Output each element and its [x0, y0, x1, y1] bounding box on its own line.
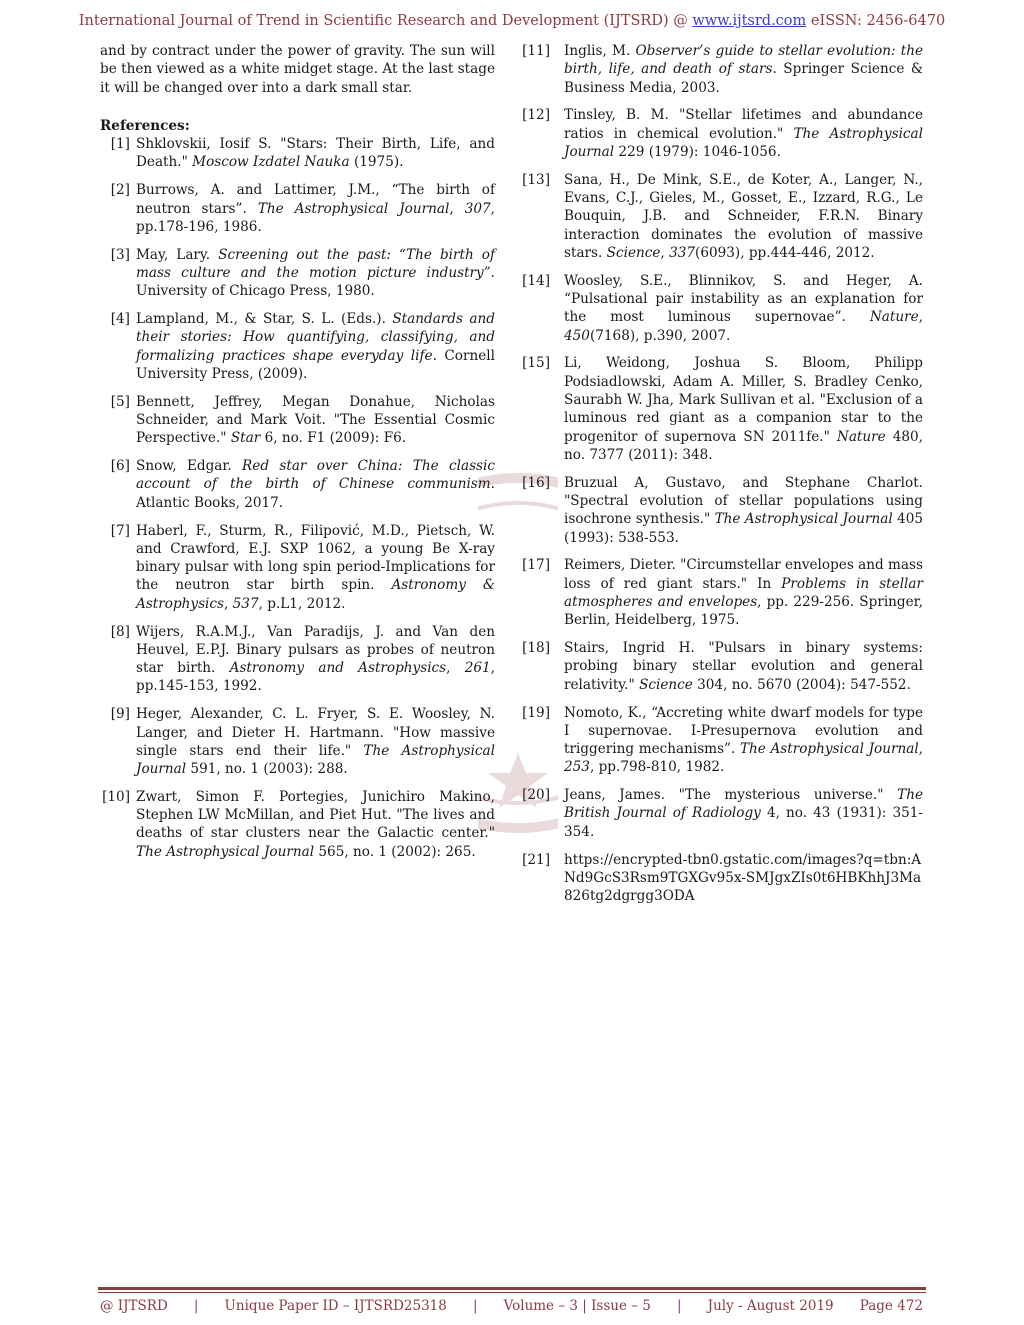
reference-italic-segment: The Astrophysical Journal [714, 511, 893, 528]
reference-item [100, 705, 495, 778]
reference-text [564, 787, 923, 840]
footer-rule-thick [98, 1287, 926, 1290]
references-list-left [100, 135, 495, 861]
reference-segment: Burrows, A. and Lattimer, J.M., “The birth of neutron stars”. [136, 182, 495, 217]
reference-segment: University of Chicago Press, 1980. [136, 283, 375, 300]
reference-italic-segment: The Astrophysical Journal [257, 200, 450, 217]
reference-segment: 565, no. 1 (2002): 265. [314, 843, 476, 860]
reference-text [564, 107, 923, 160]
reference-number: [17] [522, 557, 550, 574]
footer-volume-issue: Volume – 3 | Issue – 5 [503, 1298, 651, 1314]
reference-segment: . Springer Science & Business Media, 2003. [564, 61, 923, 96]
running-footer [100, 1298, 923, 1314]
reference-number: [16] [522, 474, 550, 491]
reference-segment: Li, Weidong, Joshua S. Bloom, Philipp Podsiadlowski, Adam A. Miller, S. Bradley Cenko, Saurabh W. Jha, Mark Sullivan et al. "Exclusion of a luminous red giant as a companion star to the progenitor of supernova SN 2011fe." [564, 355, 923, 445]
reference-italic-segment: 450 [564, 327, 590, 344]
reference-item [100, 788, 495, 861]
reference-italic-segment: Science [639, 676, 693, 693]
reference-segment: Haberl, F., Sturm, R., Filipović, M.D., Pietsch, W. and Crawford, E.J. SXP 1062, a young Be X-ray binary pulsar with long spin period-Implications for the neutron star birth spin. [136, 522, 495, 594]
footer-rule-thin [98, 1292, 926, 1293]
reference-italic-segment: Standards and their stories: How quantifying, classifying, and formalizing practices shape everyday life [136, 311, 495, 364]
reference-number: [12] [522, 107, 550, 124]
reference-number: [14] [522, 272, 550, 289]
reference-segment: Bennett, Jeffrey, Megan Donahue, Nicholas Schneider, and Mark Voit. "The Essential Cosmic Perspective." [136, 393, 495, 447]
reference-italic-segment: Screening out the past: “The birth of mass culture and the motion picture industry”. [136, 246, 496, 281]
reference-segment: 6, no. F1 (2009): F6. [260, 430, 407, 447]
reference-segment: (1975). [349, 154, 404, 171]
reference-segment: , [224, 595, 233, 612]
reference-segment: 591, no. 1 (2003): 288. [186, 761, 348, 778]
references-heading: References: [100, 117, 190, 134]
reference-item [100, 310, 495, 383]
reference-segment: Woosley, S.E., Blinnikov, S. and Heger, A. “Pulsational pair instability as an explanation for the most luminous supernovae”. [564, 272, 923, 326]
reference-number: [13] [522, 171, 550, 188]
right-column [522, 42, 923, 915]
reference-number: [7] [110, 522, 130, 539]
reference-item [100, 457, 495, 512]
reference-segment: Nomoto, K., “Accreting white dwarf models for type I supernovae. I-Presupernova evolution and triggering mechanisms”. [564, 704, 923, 758]
reference-text [564, 705, 923, 776]
reference-item[interactable] [522, 851, 923, 906]
reference-number: [3] [110, 246, 130, 263]
reference-italic-segment: The Astrophysical Journal [564, 125, 924, 160]
reference-segment: (7168), p.390, 2007. [589, 327, 731, 344]
reference-text [136, 311, 495, 382]
reference-text [564, 355, 923, 462]
footer-page-number: Page 472 [859, 1298, 923, 1314]
reference-segment: , [449, 200, 465, 217]
reference-italic-segment: 337 [669, 244, 696, 261]
journal-issn: eISSN: 2456-6470 [806, 13, 946, 29]
reference-item [522, 42, 923, 97]
reference-text [564, 640, 923, 693]
reference-italic-segment: The Astrophysical Journal [739, 741, 919, 758]
reference-italic-segment: 261 [464, 660, 491, 677]
reference-italic-segment: The British Journal of Radiology [564, 787, 923, 822]
reference-number: [19] [522, 704, 550, 721]
reference-italic-segment: Nature [836, 428, 886, 445]
reference-item [522, 556, 923, 629]
reference-italic-segment: Science [606, 244, 661, 261]
intro-paragraph: and by contract under the power of gravity. The sun will be then viewed as a white midget stage. At the last stage it will be changed over into a dark small star. [100, 43, 495, 96]
footer-separator: | [193, 1298, 199, 1314]
reference-text [136, 624, 495, 695]
reference-number: [6] [110, 458, 130, 475]
footer-paper-id: Unique Paper ID – IJTSRD25318 [224, 1298, 447, 1314]
running-header [0, 13, 1024, 29]
reference-number: [1] [110, 136, 130, 153]
reference-italic-segment: The Astrophysical Journal [136, 843, 315, 860]
reference-text [564, 273, 923, 344]
reference-text [136, 706, 495, 777]
reference-segment: . Cornell University Press, (2009). [136, 347, 495, 382]
reference-number: [8] [110, 623, 130, 640]
reference-italic-segment: 253 [564, 759, 590, 776]
reference-segment: 405 (1993): 538-553. [564, 511, 923, 546]
reference-segment: Tinsley, B. M. "Stellar lifetimes and abundance ratios in chemical evolution." [564, 107, 923, 142]
reference-segment: Stairs, Ingrid H. "Pulsars in binary systems: probing binary stellar evolution and general relativity." [564, 640, 923, 693]
reference-number: [20] [522, 787, 550, 804]
journal-website-link[interactable]: www.ijtsrd.com [692, 13, 807, 29]
reference-number: [9] [110, 706, 130, 723]
reference-item [522, 171, 923, 262]
reference-item [100, 623, 495, 696]
reference-number: [21] [522, 851, 550, 868]
reference-item [522, 704, 923, 777]
reference-segment: May, Lary. [136, 246, 219, 263]
reference-segment: Snow, Edgar. [136, 458, 243, 475]
reference-item [522, 786, 923, 841]
reference-item [522, 639, 923, 694]
reference-italic-segment: Nature [869, 309, 919, 326]
references-list-right [522, 42, 923, 905]
reference-segment: 4, no. 43 (1931): 351-354. [564, 805, 923, 840]
reference-text [136, 247, 495, 300]
reference-text [136, 523, 495, 612]
reference-italic-segment: 307 [464, 200, 491, 217]
footer-separator: | [677, 1298, 682, 1314]
reference-number: [5] [110, 393, 130, 410]
reference-italic-segment: Moscow Izdatel Nauka [192, 154, 350, 171]
reference-segment: , [918, 741, 923, 758]
reference-italic-segment: Problems in stellar atmospheres and envelopes [564, 575, 923, 611]
reference-italic-segment: The Astrophysical Journal [136, 742, 495, 778]
reference-segment: Jeans, James. "The mysterious universe." [564, 787, 898, 804]
reference-segment: , pp.145-153, 1992. [136, 660, 495, 695]
reference-segment: Zwart, Simon F. Portegies, Junichiro Makino, Stephen LW McMillan, and Piet Hut. "The lives and deaths of star clusters near the Galactic center." [136, 788, 495, 842]
reference-text [564, 851, 923, 906]
reference-item [522, 272, 923, 345]
reference-italic-segment: 537 [232, 595, 259, 612]
reference-segment: , pp.798-810, 1982. [589, 759, 725, 776]
reference-segment: , [660, 244, 670, 261]
reference-segment: . Atlantic Books, 2017. [136, 476, 495, 511]
reference-text [564, 172, 923, 261]
reference-item [522, 354, 923, 464]
reference-segment: Bruzual A, Gustavo, and Stephane Charlot. "Spectral evolution of stellar populations using isochrone synthesis." [564, 474, 923, 528]
reference-item [522, 474, 923, 547]
reference-number: [18] [522, 640, 550, 657]
reference-segment: (6093), pp.444-446, 2012. [695, 244, 875, 261]
reference-segment: , pp.178-196, 1986. [136, 200, 495, 235]
reference-segment: , pp. 229-256. Springer, Berlin, Heidelberg, 1975. [564, 594, 923, 629]
reference-italic-segment: Star [230, 430, 261, 447]
reference-segment: , p.L1, 2012. [258, 595, 346, 612]
reference-segment: Heger, Alexander, C. L. Fryer, S. E. Woosley, N. Langer, and Dieter H. Hartmann. "How massive single stars end their life." [136, 706, 495, 759]
reference-number: [2] [110, 182, 130, 199]
reference-segment: https://encrypted-tbn0.gstatic.com/images?q=tbn:ANd9GcS3Rsm9TGXGv95x-SMJgxZIs0t6HBKhhJ3Ma826tg2dgrgg3ODA [564, 851, 922, 905]
left-column [100, 42, 495, 871]
reference-item [522, 106, 923, 161]
reference-segment: Inglis, M. [564, 43, 636, 59]
journal-name: International Journal of Trend in Scientific Research and Development (IJTSRD) @ [78, 13, 693, 29]
footer-brand: @ IJTSRD [100, 1298, 168, 1314]
reference-item [100, 246, 495, 301]
reference-italic-segment: Astronomy & Astrophysics [136, 577, 496, 612]
reference-segment: Reimers, Dieter. "Circumstellar envelopes and mass loss of red giant stars." In [564, 557, 923, 592]
reference-italic-segment: Astronomy and Astrophysics [229, 660, 447, 677]
reference-text [136, 789, 495, 860]
reference-segment: Wijers, R.A.M.J., Van Paradijs, J. and Van den Heuvel, E.P.J. Binary pulsars as probes of neutron star birth. [136, 623, 495, 677]
reference-number: [4] [110, 311, 130, 328]
reference-text [136, 458, 495, 511]
reference-italic-segment: Red star over China: The classic account of the birth of Chinese communism [136, 458, 495, 493]
reference-segment: Sana, H., De Mink, S.E., de Koter, A., Langer, N., Evans, C.J., Gieles, M., Gosset, E., Izzard, R.G., Le Bouquin, J.B. and Schneider, F.R.N. Binary interaction dominates the evolution of massive stars. [564, 171, 923, 261]
footer-separator: | [472, 1298, 478, 1314]
reference-item [100, 393, 495, 448]
reference-segment: Shklovskii, Iosif S. "Stars: Their Birth, Life, and Death." [136, 136, 495, 171]
reference-text [564, 43, 923, 96]
reference-number: [11] [522, 43, 550, 59]
reference-item [100, 181, 495, 236]
reference-segment: , [446, 660, 465, 677]
reference-text [564, 475, 923, 546]
reference-item [100, 522, 495, 613]
reference-text [136, 136, 495, 170]
reference-number: [10] [102, 788, 130, 805]
reference-text [136, 182, 495, 235]
reference-text [564, 557, 923, 628]
reference-segment: 229 (1979): 1046-1056. [614, 143, 781, 160]
reference-number: [15] [522, 355, 550, 372]
reference-segment: , [918, 309, 923, 326]
reference-segment: Lampland, M., & Star, S. L. (Eds.). [136, 311, 393, 328]
reference-italic-segment: Observer’s guide to stellar evolution: the birth, life, and death of stars [564, 43, 923, 78]
footer-date: July - August 2019 [707, 1298, 834, 1314]
reference-segment: 304, no. 5670 (2004): 547-552. [692, 676, 911, 693]
reference-segment: 480, no. 7377 (2011): 348. [564, 428, 923, 463]
reference-text [136, 394, 495, 447]
reference-item [100, 135, 495, 172]
